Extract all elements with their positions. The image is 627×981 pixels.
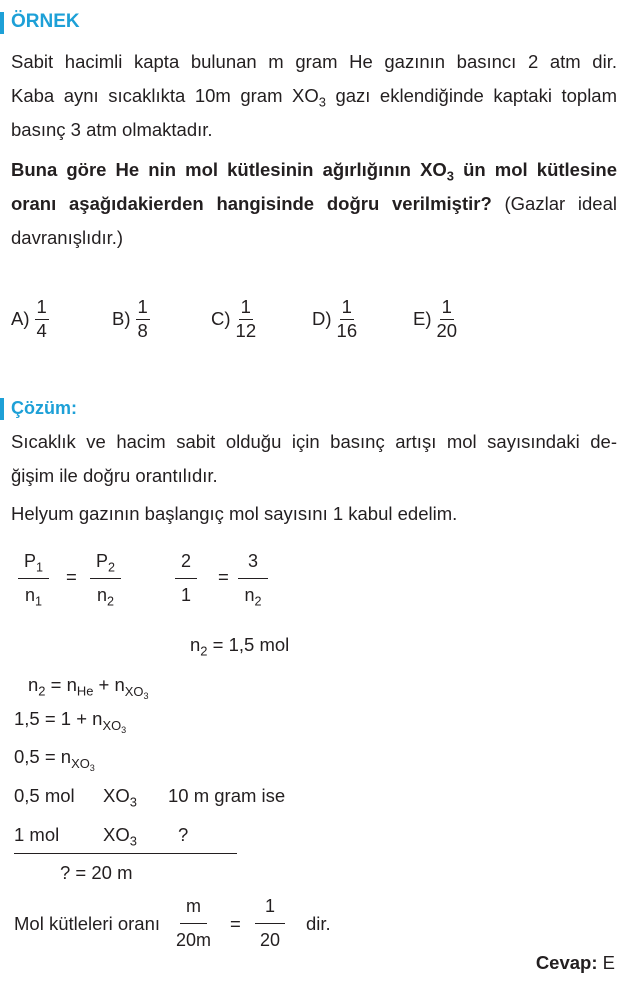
proportion-line-1-left: 0,5 mol <box>14 785 75 806</box>
proportion-line-1-right: 10 m gram ise <box>168 785 286 806</box>
proportion-line-2-compound: $XO_3$ <box>103 824 137 849</box>
equals-sign-3: = <box>230 913 241 934</box>
solution-line-3: Helyum gazının başlangıç mol sayısını 1 kabul edelim. <box>11 503 458 524</box>
example-accent-bar <box>0 12 4 34</box>
problem-line-1: Sabit hacimli kapta bulunan m gram He gazının basıncı 2 atm dir. <box>11 51 617 72</box>
equals-sign-2: = <box>218 566 229 587</box>
problem-line-2: Kaba aynı sıcaklıkta 10m gram $XO_3$ gazı eklendiğinde kaptaki toplam <box>11 85 617 110</box>
ratio-fraction-m-20m: m 20m <box>176 896 212 950</box>
mol-sum-line: $n_2 = n_{He} + n_{XO_3}$ <box>28 674 149 701</box>
option-d[interactable]: D) $\frac{1}{16}$ <box>312 296 358 341</box>
solution-heading: Çözüm: <box>11 398 77 418</box>
question-line-3: davranışlıdır.) <box>11 227 124 248</box>
ratio-suffix: dir. <box>306 913 331 934</box>
option-e-fraction: $\frac{1}{20}$ <box>436 296 458 341</box>
fraction-p2-n2: $P_2$ $n_2$ <box>90 551 121 606</box>
n2-result: $n_2 = 1,5$ mol <box>190 634 290 659</box>
mol-substitution-line: $1,5 = 1 + n_{XO_3}$ <box>14 708 127 735</box>
proportion-line-1-compound: $XO_3$ <box>103 785 137 810</box>
problem-line-3: basınç 3 atm olmaktadır. <box>11 119 213 140</box>
fraction-p1-n1: $P_1$ $n_1$ <box>18 551 49 606</box>
option-e[interactable]: E) $\frac{1}{20}$ <box>413 296 458 341</box>
answer: Cevap: E <box>535 952 615 973</box>
option-c[interactable]: C) $\frac{1}{12}$ <box>211 296 257 341</box>
example-heading: ÖRNEK <box>11 11 80 32</box>
option-a[interactable]: A) $\frac{1}{4}$ <box>11 296 47 341</box>
option-d-fraction: $\frac{1}{16}$ <box>336 296 358 341</box>
proportion-line-2-left: 1 mol <box>14 824 60 845</box>
question-line-1: Buna göre He nin mol kütlesinin ağırlığının $XO_3$ ün mol kütlesine <box>11 159 617 184</box>
solution-line-2: ğişim ile doğru orantılıdır. <box>11 465 218 486</box>
fraction-2-1: 2 1 <box>175 551 197 606</box>
proportion-divider <box>14 853 237 854</box>
fraction-3-n2: 3 $n_2$ <box>238 551 268 606</box>
question-line-2: oranı aşağıdakierden hangisinde doğru verilmiştir? (Gazlar ideal <box>11 193 617 214</box>
option-b-fraction: $\frac{1}{8}$ <box>137 296 148 341</box>
option-c-fraction: $\frac{1}{12}$ <box>235 296 257 341</box>
proportion-result: ? = 20 m <box>60 862 133 883</box>
option-b[interactable]: B) $\frac{1}{8}$ <box>112 296 148 341</box>
solution-line-1: Sıcaklık ve hacim sabit olduğu için basınç artışı mol sayısındaki de- <box>11 431 617 452</box>
mol-xo3-line: $0,5 = n_{XO_3}$ <box>14 746 95 773</box>
proportion-line-2-right: ? <box>178 824 189 845</box>
solution-accent-bar <box>0 398 4 420</box>
equals-sign-1: = <box>66 566 77 587</box>
option-a-fraction: $\frac{1}{4}$ <box>36 296 47 341</box>
ratio-fraction-1-20: 1 20 <box>255 896 285 951</box>
ratio-label: Mol kütleleri oranı <box>14 913 161 934</box>
